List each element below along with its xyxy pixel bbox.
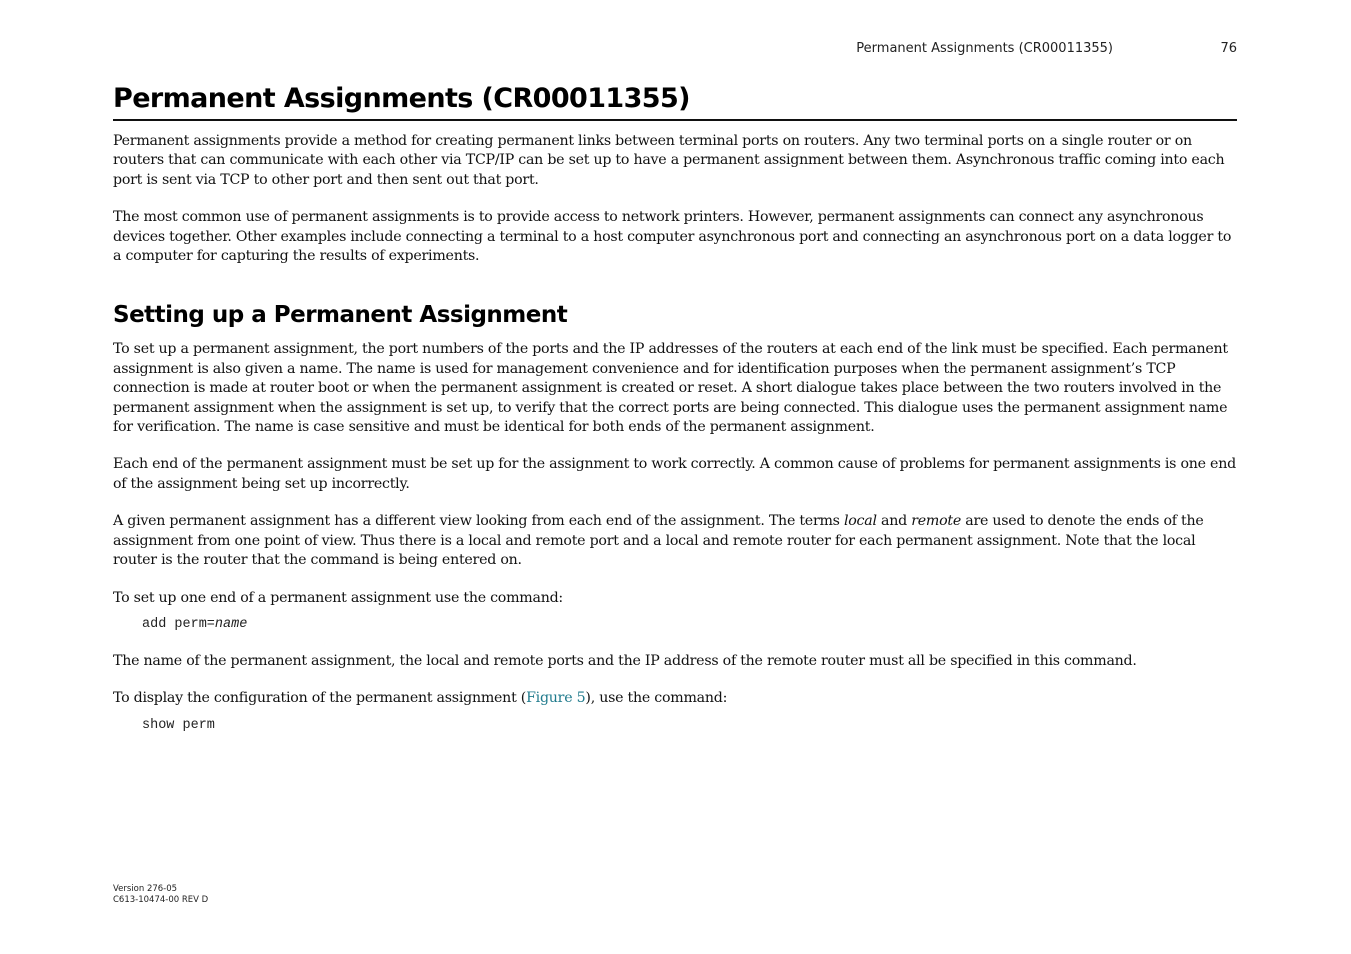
intro-paragraph-1: Permanent assignments provide a method for creating permanent links between terminal ports on routers. Any two terminal ports on a single router or on routers that can communicate with each other via TCP/IP can be set up to have a permanent assignment between them. Asynchronous traffic coming into each port is sent via TCP to other port and then sent out that port. <box>113 133 1225 188</box>
add-perm-command <box>142 616 1237 634</box>
header-running-title: Permanent Assignments (CR00011355) <box>856 41 1113 56</box>
add-perm-command-param: name <box>214 616 248 632</box>
footer-version: Version 276-05 <box>113 884 178 894</box>
display-config-paragraph <box>113 689 1237 708</box>
ends-paragraph: Each end of the permanent assignment must be set up for the assignment to work correctly. A common cause of problems for permanent assignments is one end of the assignment being set up incorrectly. <box>113 456 1236 492</box>
add-perm-command-prefix: add perm= <box>142 616 215 632</box>
local-remote-text-3: are used to denote the ends of the assignment from one point of view. Thus there is a local and remote port and a local and remote router for each permanent assignment. Note that the local router is the router that the command is being entered on. <box>113 513 1204 569</box>
term-remote: remote <box>911 513 961 530</box>
section-title: Setting up a Permanent Assignment <box>113 302 568 329</box>
local-remote-text-2: and <box>876 513 912 530</box>
document-body <box>113 132 1237 753</box>
show-perm-command: show perm <box>142 717 215 733</box>
chapter-title: Permanent Assignments (CR00011355) <box>113 82 1237 121</box>
display-config-text-1: To display the configuration of the permanent assignment ( <box>113 690 527 707</box>
document-page <box>113 0 1237 954</box>
running-header <box>113 41 1237 59</box>
local-remote-text-1: A given permanent assignment has a different view looking from each end of the assignment. The terms <box>113 513 844 530</box>
display-config-text-2: ), use the command: <box>585 690 728 707</box>
term-local: local <box>843 513 877 530</box>
footer-doc-code: C613-10474-00 REV D <box>113 895 209 905</box>
command-requirements-paragraph: The name of the permanent assignment, the local and remote ports and the IP address of the remote router must all be specified in this command. <box>113 652 1137 669</box>
command-intro-paragraph: To set up one end of a permanent assignment use the command: <box>113 589 563 606</box>
figure-5-link[interactable]: Figure 5 <box>526 690 586 707</box>
intro-paragraph-2: The most common use of permanent assignments is to provide access to network printers. However, permanent assignments can connect any asynchronous devices together. Other examples include connecting a terminal to a host computer asynchronous port and connecting an asynchronous port on a data logger to a computer for capturing the results of experiments. <box>113 209 1232 265</box>
running-footer <box>113 884 208 906</box>
setup-paragraph: To set up a permanent assignment, the port numbers of the ports and the IP addresses of the routers at each end of the link must be specified. Each permanent assignment is also given a name. The name is used for management convenience and for identification purposes when the permanent assignment’s TCP connection is made at router boot or when the permanent assignment is created or reset. A short dialogue takes place between the two routers involved in the permanent assignment when the assignment is set up, to verify that the correct ports are being connected. This dialogue uses the permanent assignment name for verification. The name is case sensitive and must be identical for both ends of the permanent assignment. <box>113 341 1228 436</box>
local-remote-paragraph <box>113 512 1237 570</box>
header-page-number: 76 <box>1220 41 1237 56</box>
